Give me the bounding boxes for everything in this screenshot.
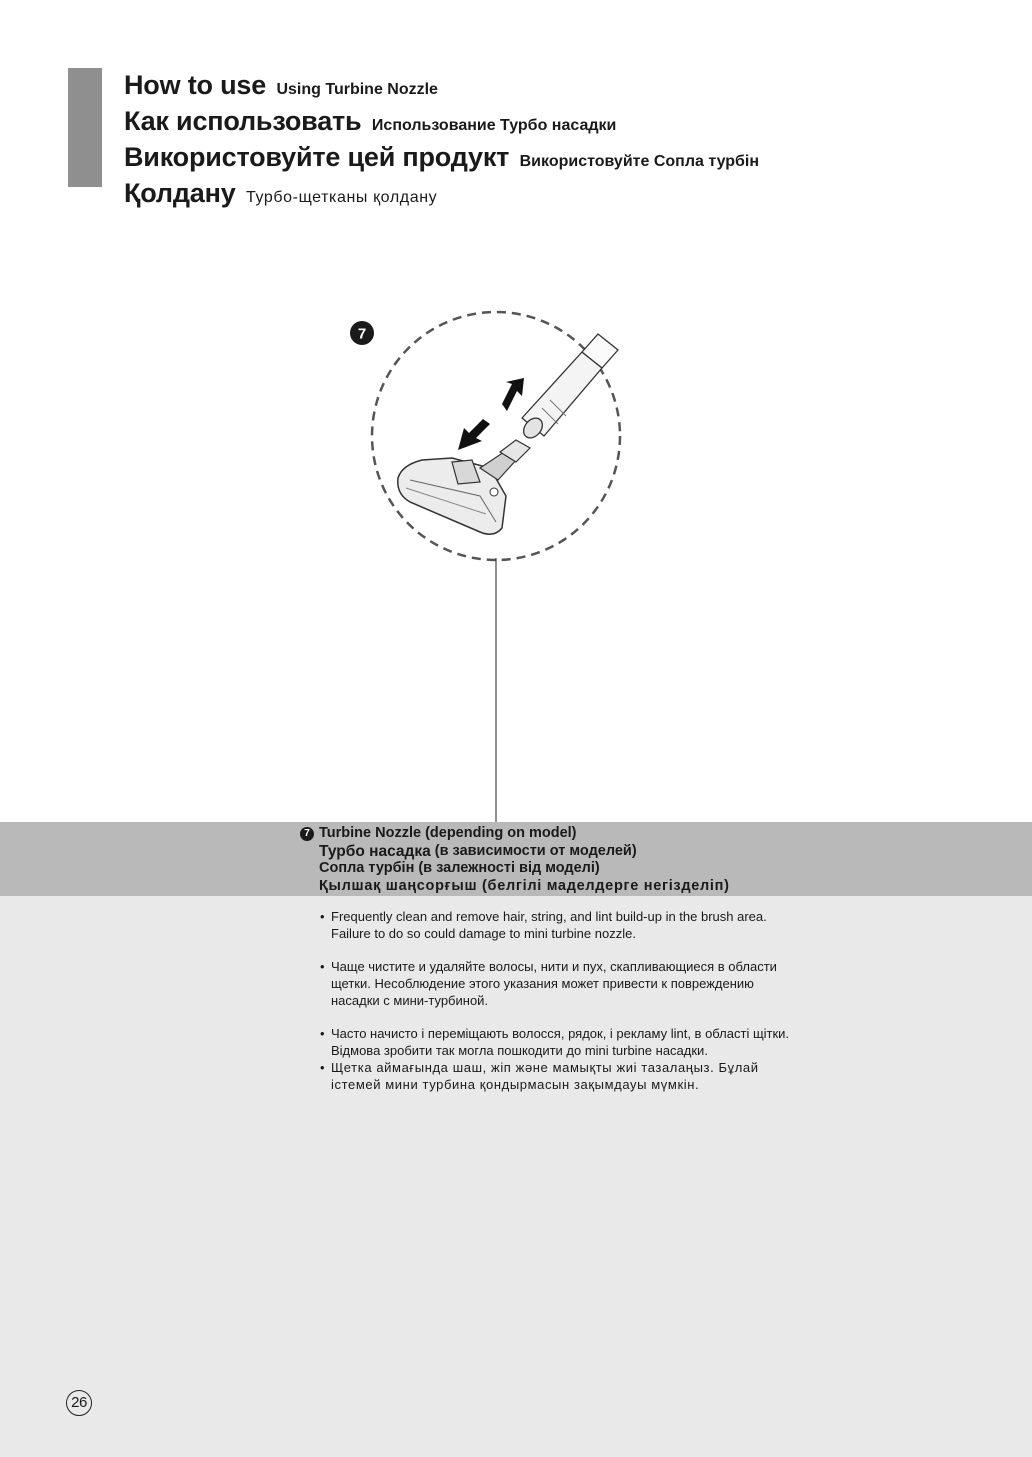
page-number: 26 bbox=[66, 1390, 92, 1416]
heading-main-uk: Використовуйте цей продукт bbox=[124, 142, 510, 172]
heading-main-en: How to use bbox=[124, 70, 267, 100]
note-uk-line-2: Відмова зробити так могла пошкодити до mini turbine насадки. bbox=[331, 1043, 708, 1058]
note-kk-line-1: Щетка аймағында шаш, жіп және мамықты жиі тазалаңыз. Бұлай bbox=[331, 1060, 759, 1075]
note-en-line-2: Failure to do so could damage to mini turbine nozzle. bbox=[331, 926, 636, 941]
caption-line-en bbox=[300, 825, 730, 843]
heading-sub-ru: Использование Турбо насадки bbox=[371, 117, 617, 134]
wand-tube-icon bbox=[520, 334, 618, 442]
note-kk bbox=[320, 1059, 880, 1093]
bullet: • bbox=[320, 909, 325, 924]
heading-line-en bbox=[124, 68, 759, 104]
note-ru-line-3: насадки с мини-турбиной. bbox=[331, 993, 489, 1008]
bullet: • bbox=[320, 959, 325, 974]
turbine-nozzle-illustration bbox=[340, 300, 660, 900]
detach-arrow-icon bbox=[458, 419, 490, 450]
caption-line-kk bbox=[300, 878, 730, 896]
caption-text-en: Turbine Nozzle (depending on model) bbox=[319, 825, 577, 841]
attach-arrow-icon bbox=[502, 378, 524, 411]
bullet: • bbox=[320, 1026, 325, 1041]
bullet: • bbox=[320, 1060, 326, 1075]
heading-sub-en: Using Turbine Nozzle bbox=[276, 81, 438, 98]
note-ru bbox=[320, 958, 880, 1009]
caption-text-ru: (в зависимости от моделей) bbox=[434, 842, 637, 859]
caption-text-uk: Сопла турбін (в залежності від моделі) bbox=[319, 860, 600, 876]
heading-main-ru: Как использовать bbox=[124, 106, 362, 136]
note-kk-line-2: істемей мини турбина қондырмасын зақымдауы мүмкін. bbox=[331, 1077, 700, 1092]
caption-number-badge: 7 bbox=[300, 827, 314, 841]
note-uk-line-1: Часто начисто і переміщають волосся, рядок, і рекламу lint, в області щітки. bbox=[331, 1026, 790, 1041]
heading-sub-uk: Використовуйте Сопла турбін bbox=[519, 153, 760, 170]
caption-line-ru bbox=[300, 843, 730, 861]
nozzle-caption bbox=[300, 825, 730, 895]
note-ru-line-1: Чаще чистите и удаляйте волосы, нити и пух, скапливающиеся в области bbox=[331, 959, 777, 974]
maintenance-notes bbox=[320, 908, 880, 1109]
section-marker-bar bbox=[68, 68, 102, 187]
heading-sub-kk: Турбо-щетканы қолдану bbox=[245, 189, 438, 206]
note-uk bbox=[320, 1025, 880, 1059]
note-en-line-1: Frequently clean and remove hair, string, and lint build-up in the brush area. bbox=[331, 909, 767, 924]
step-number: 7 bbox=[357, 325, 367, 343]
caption-line-uk bbox=[300, 860, 730, 878]
turbine-nozzle-icon bbox=[398, 440, 530, 534]
heading-line-kk bbox=[124, 176, 759, 212]
heading-line-ru bbox=[124, 104, 759, 140]
step-badge bbox=[350, 321, 374, 345]
heading-main-kk: Қолдану bbox=[124, 178, 236, 208]
note-ru-line-2: щетки. Несоблюдение этого указания может привести к повреждению bbox=[331, 976, 754, 991]
heading-line-uk bbox=[124, 140, 759, 176]
note-en bbox=[320, 908, 880, 942]
caption-title-ru: Турбо насадка bbox=[319, 842, 431, 860]
page-heading bbox=[124, 68, 759, 212]
caption-text-kk: Қылшақ шаңсорғыш (белгілі маделдерге негізделіп) bbox=[319, 877, 730, 894]
